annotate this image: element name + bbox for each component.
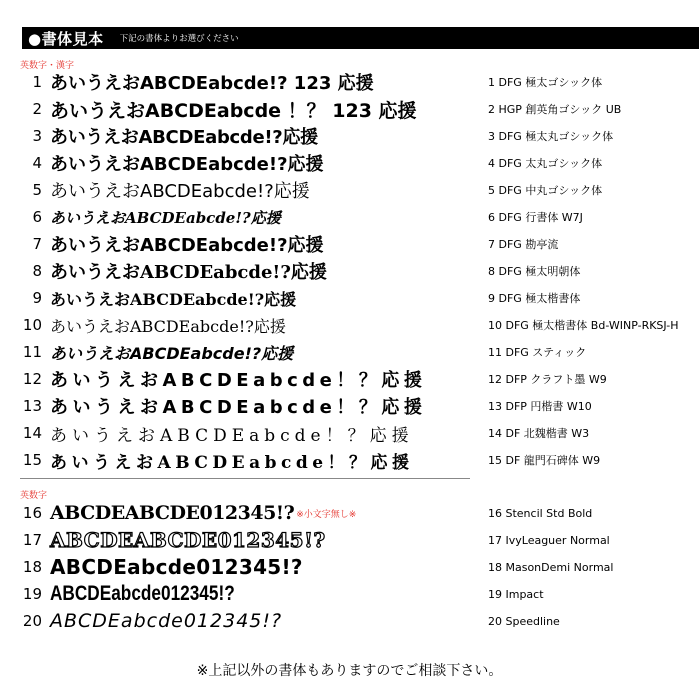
font-name-13: 13 DFP 円楷書 W10: [488, 400, 592, 413]
sample-text: あいうえおABCDEabcde!?応援: [50, 181, 310, 202]
sample-number: 1: [32, 73, 42, 91]
sample-number: 6: [32, 208, 42, 226]
sample-number: 15: [22, 451, 42, 469]
sample-number: 19: [22, 585, 42, 603]
sample-number: 12: [22, 370, 42, 388]
sample-text: あいうえおABCDEabcde！？応援: [50, 397, 427, 418]
sample-text: あいうえおABCDEabcde!?応援: [50, 127, 318, 148]
font-name-9: 9 DFG 極太楷書体: [488, 292, 581, 305]
sample-text: ABCDEabcde012345!?: [50, 555, 303, 579]
font-name-6: 6 DFG 行書体 W7J: [488, 211, 583, 224]
sample-row-2: [22, 96, 417, 122]
sample-text: あいうえおABCDEabcde！？応援: [50, 425, 414, 446]
sample-number: 16: [22, 504, 42, 522]
font-name-2: 2 HGP 創英角ゴシック UB: [488, 103, 622, 116]
font-name-17: 17 IvyLeaguer Normal: [488, 533, 610, 547]
sample-text: あいうえおABCDEabcde!?応援: [50, 343, 294, 363]
sample-text: あいうえおABCDEabcde!?応援: [50, 262, 327, 283]
sample-number: 18: [22, 558, 42, 576]
sample-number: 5: [32, 181, 42, 199]
sample-number: 8: [32, 262, 42, 280]
sample-row-18: [22, 554, 303, 580]
font-name-5: 5 DFG 中丸ゴシック体: [488, 184, 603, 197]
sample-text: あいうえおABCDEabcde!?応援: [50, 289, 297, 309]
sample-text: あいうえおABCDEabcde！？応援: [50, 452, 414, 473]
sample-text: あいうえおABCDEabcde ！？ 123 応援: [50, 99, 417, 122]
section-label-alnum: 英数字: [20, 491, 48, 501]
sample-row-11: [22, 339, 293, 365]
sample-row-3: [22, 123, 318, 149]
sample-row-4: [22, 150, 324, 176]
header-title: ●書体見本: [28, 29, 104, 48]
sample-text: ABCDEabcde012345!?: [50, 610, 283, 632]
section-divider: [20, 478, 470, 479]
font-name-12: 12 DFP クラフト墨 W9: [488, 373, 607, 386]
sample-row-7: [22, 231, 324, 257]
sample-text: ABCDEabcde012345!?: [50, 582, 235, 605]
font-name-1: 1 DFG 極太ゴシック体: [488, 76, 603, 89]
sample-number: 11: [22, 343, 42, 361]
sample-number: 14: [22, 424, 42, 442]
sample-number: 13: [22, 397, 42, 415]
no-lowercase-note: ※小文字無し※: [296, 509, 357, 520]
sample-row-20: [22, 608, 282, 634]
font-name-18: 18 MasonDemi Normal: [488, 560, 614, 574]
sample-row-10: [22, 312, 286, 338]
sample-number: 2: [32, 100, 42, 118]
font-name-20: 20 Speedline: [488, 614, 560, 628]
header-subtitle: 下記の書体よりお選びください: [119, 34, 239, 44]
sample-number: 9: [32, 289, 42, 307]
sample-row-13: [22, 393, 426, 419]
header-bar: [22, 27, 699, 49]
sample-row-19: [22, 581, 275, 607]
sample-row-9: [22, 285, 296, 311]
footer-note: ※上記以外の書体もありますのでご相談下さい。: [196, 663, 503, 679]
sample-row-8: [22, 258, 327, 284]
font-name-4: 4 DFG 太丸ゴシック体: [488, 157, 603, 170]
sample-text: ABCDEABCDE012345!?: [50, 528, 326, 552]
sample-row-12: [22, 366, 426, 392]
sample-text: あいうえおABCDEabcde!?応援: [50, 235, 324, 256]
sample-number: 7: [32, 235, 42, 253]
sample-row-16: [22, 500, 356, 526]
sample-row-14: [22, 420, 414, 446]
sample-text: あいうえおABCDEabcde！？応援: [50, 370, 427, 391]
sample-text: あいうえおABCDEabcde!? 123 応援: [50, 73, 374, 94]
sample-text: あいうえおABCDEabcde!?応援: [50, 154, 324, 175]
section-label-kana-kanji: 英数字・漢字: [20, 61, 75, 71]
sample-number: 4: [32, 154, 42, 172]
sample-row-1: [22, 69, 374, 95]
font-name-15: 15 DF 龍門石碑体 W9: [488, 454, 601, 467]
sample-row-5: [22, 177, 310, 203]
font-name-7: 7 DFG 勘亭流: [488, 238, 559, 251]
sample-row-6: [22, 204, 281, 230]
font-name-11: 11 DFG スティック: [488, 346, 587, 359]
font-name-8: 8 DFG 極太明朝体: [488, 265, 581, 278]
sample-text: ABCDEABCDE012345!?: [50, 502, 295, 524]
sample-text: あいうえおABCDEabcde!?応援: [50, 208, 281, 227]
sample-number: 3: [32, 127, 42, 145]
font-name-14: 14 DF 北魏楷書 W3: [488, 427, 590, 440]
sample-row-15: [22, 447, 414, 473]
sample-number: 10: [22, 316, 42, 334]
font-name-3: 3 DFG 極太丸ゴシック体: [488, 130, 614, 143]
font-name-16: 16 Stencil Std Bold: [488, 506, 593, 520]
sample-row-17: [22, 527, 326, 553]
sample-number: 20: [22, 612, 42, 630]
sample-text: あいうえおABCDEabcde!?応援: [50, 316, 286, 336]
font-name-10: 10 DFG 極太楷書体 Bd-WINP-RKSJ-H: [488, 319, 679, 332]
sample-number: 17: [22, 531, 42, 549]
font-name-19: 19 Impact: [488, 587, 544, 601]
